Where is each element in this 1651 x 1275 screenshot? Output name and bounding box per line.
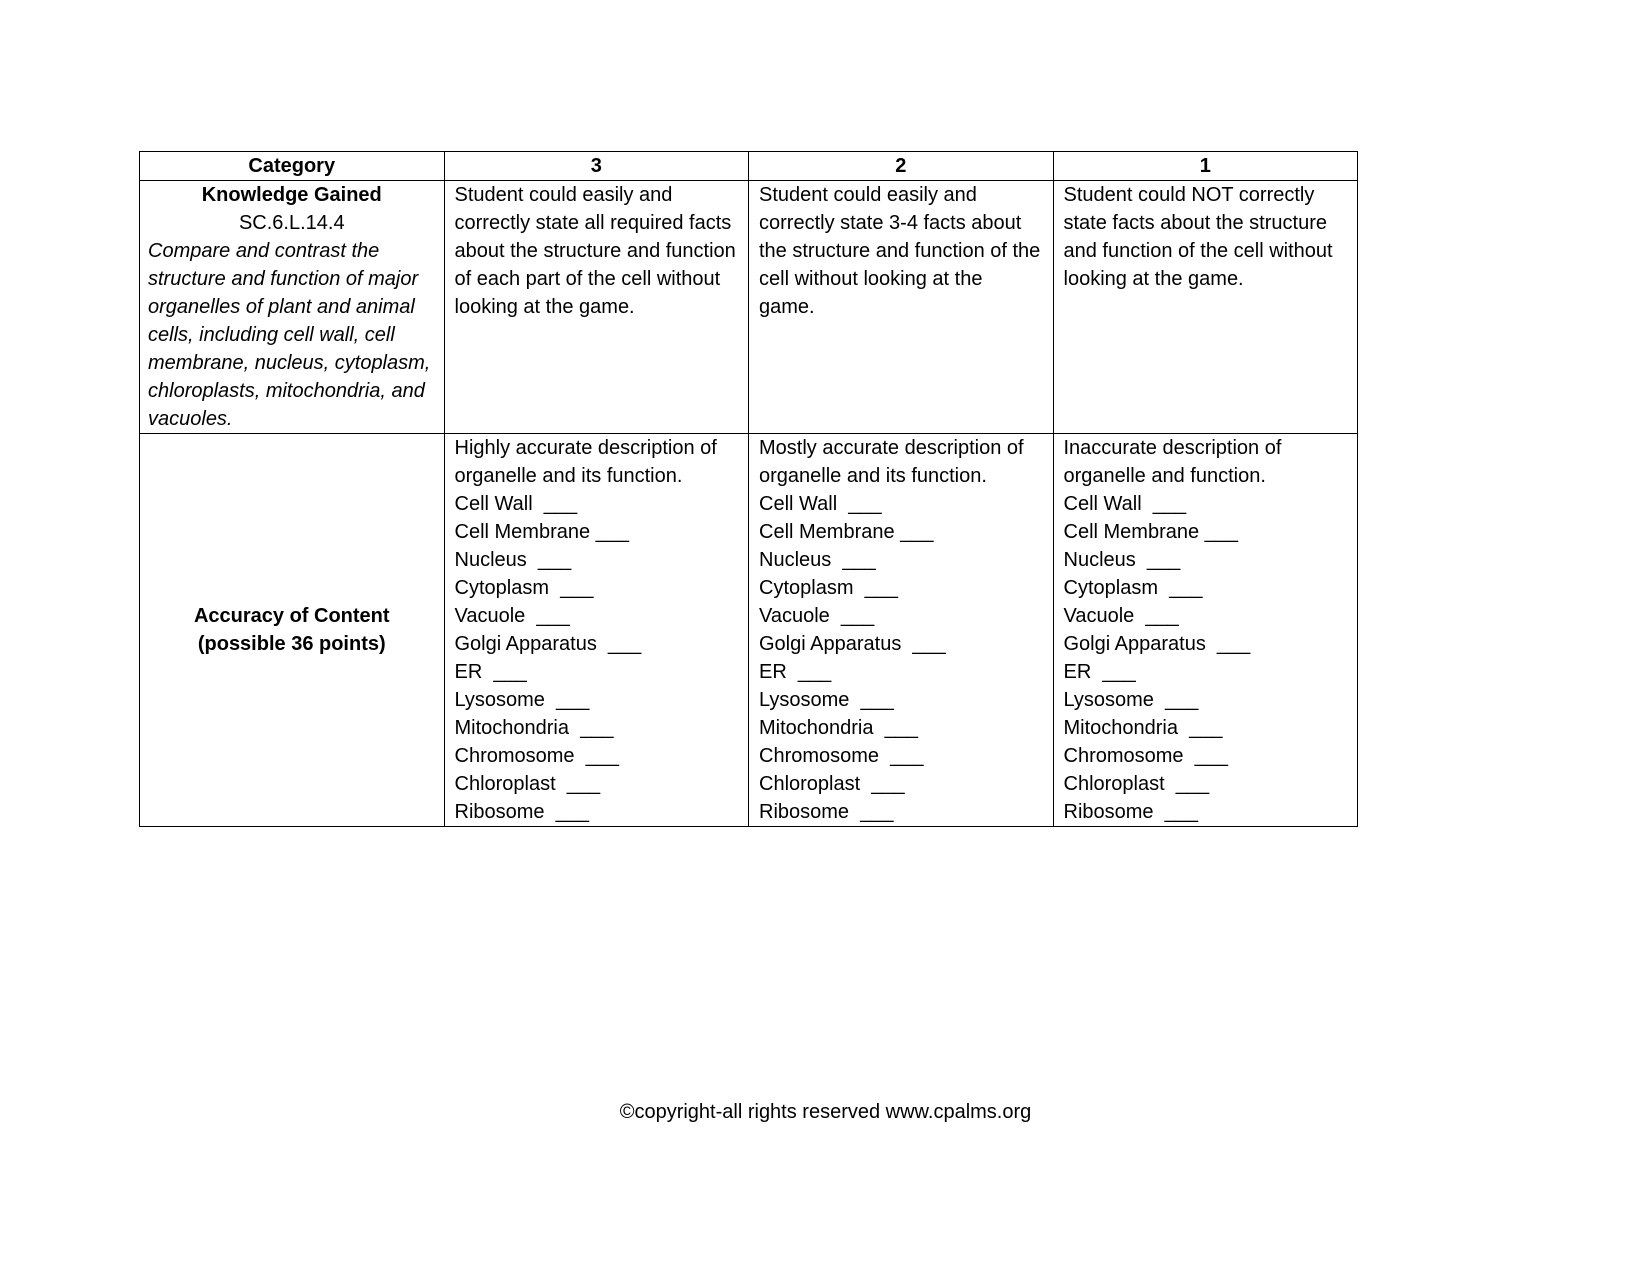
- organelle-item: Cell Membrane ___: [1063, 521, 1239, 543]
- organelle-item: Cytoplasm ___: [759, 577, 898, 599]
- organelle-item: Mitochondria ___: [1063, 717, 1223, 739]
- organelle-list: [1064, 490, 1348, 826]
- accuracy-level-1-description: Inaccurate description of organelle and function.: [1063, 437, 1282, 487]
- header-score-2: 2: [749, 152, 1054, 181]
- organelle-item: Vacuole ___: [1063, 605, 1179, 627]
- organelle-item: Chloroplast ___: [454, 773, 601, 795]
- organelle-item: Chromosome ___: [759, 745, 924, 767]
- organelle-item: Ribosome ___: [1063, 801, 1199, 823]
- knowledge-description: Compare and contrast the structure and function of major organelles of plant and animal cells, including cell wall, cell membrane, nucleus, cytoplasm, chloroplasts, mitochondria, and vacuoles.: [148, 240, 431, 430]
- organelle-item: Cell Wall ___: [1063, 493, 1187, 515]
- organelle-item: ER ___: [454, 661, 527, 683]
- accuracy-level-2-description: Mostly accurate description of organelle and its function.: [759, 437, 1024, 487]
- organelle-item: Nucleus ___: [454, 549, 572, 571]
- organelle-item: Vacuole ___: [454, 605, 570, 627]
- organelle-item: Lysosome ___: [1063, 689, 1199, 711]
- knowledge-category-cell: [140, 181, 445, 434]
- organelle-item: Vacuole ___: [759, 605, 875, 627]
- header-row: [140, 152, 1358, 181]
- accuracy-row: [140, 434, 1358, 827]
- header-category: Category: [140, 152, 445, 181]
- organelle-list: [455, 490, 739, 826]
- organelle-item: Nucleus ___: [759, 549, 876, 571]
- organelle-item: Ribosome ___: [759, 801, 894, 823]
- organelle-item: Cytoplasm ___: [1063, 577, 1203, 599]
- organelle-item: Golgi Apparatus ___: [1063, 633, 1251, 655]
- accuracy-subtitle: (possible 36 points): [197, 633, 386, 655]
- organelle-item: Lysosome ___: [759, 689, 894, 711]
- header-score-1: 1: [1053, 152, 1358, 181]
- organelle-item: Lysosome ___: [454, 689, 590, 711]
- organelle-item: Cytoplasm ___: [454, 577, 594, 599]
- rubric-table: [139, 151, 1358, 827]
- organelle-item: Golgi Apparatus ___: [759, 633, 946, 655]
- accuracy-title: Accuracy of Content: [193, 605, 390, 627]
- organelle-item: Ribosome ___: [454, 801, 590, 823]
- knowledge-row: [140, 181, 1358, 434]
- knowledge-title: Knowledge Gained: [201, 184, 382, 206]
- organelle-item: Mitochondria ___: [454, 717, 614, 739]
- accuracy-level-3-description: Highly accurate description of organelle and its function.: [454, 437, 717, 487]
- organelle-item: Mitochondria ___: [759, 717, 918, 739]
- knowledge-level-3: Student could easily and correctly state all required facts about the structure and function of each part of the cell without looking at the game.: [444, 181, 749, 434]
- knowledge-level-1: Student could NOT correctly state facts about the structure and function of the cell without looking at the game.: [1053, 181, 1358, 434]
- organelle-list: [759, 490, 1043, 826]
- organelle-item: Cell Wall ___: [454, 493, 578, 515]
- organelle-item: Golgi Apparatus ___: [454, 633, 642, 655]
- accuracy-level-3: [444, 434, 749, 827]
- accuracy-level-1: [1053, 434, 1358, 827]
- organelle-item: Cell Wall ___: [759, 493, 882, 515]
- organelle-item: Chromosome ___: [1063, 745, 1229, 767]
- organelle-item: ER ___: [759, 661, 832, 683]
- knowledge-level-2: Student could easily and correctly state 3-4 facts about the structure and function of the cell without looking at the game.: [749, 181, 1054, 434]
- organelle-item: Chloroplast ___: [1063, 773, 1210, 795]
- knowledge-standard: SC.6.L.14.4: [238, 212, 345, 234]
- organelle-item: Chromosome ___: [454, 745, 620, 767]
- organelle-item: ER ___: [1063, 661, 1136, 683]
- organelle-item: Nucleus ___: [1063, 549, 1181, 571]
- organelle-item: Chloroplast ___: [759, 773, 905, 795]
- copyright-footer: ©copyright-all rights reserved www.cpalms.org: [619, 1101, 1032, 1123]
- accuracy-category-cell: [140, 434, 445, 827]
- organelle-item: Cell Membrane ___: [759, 521, 934, 543]
- header-score-3: 3: [444, 152, 749, 181]
- accuracy-level-2: [749, 434, 1054, 827]
- organelle-item: Cell Membrane ___: [454, 521, 630, 543]
